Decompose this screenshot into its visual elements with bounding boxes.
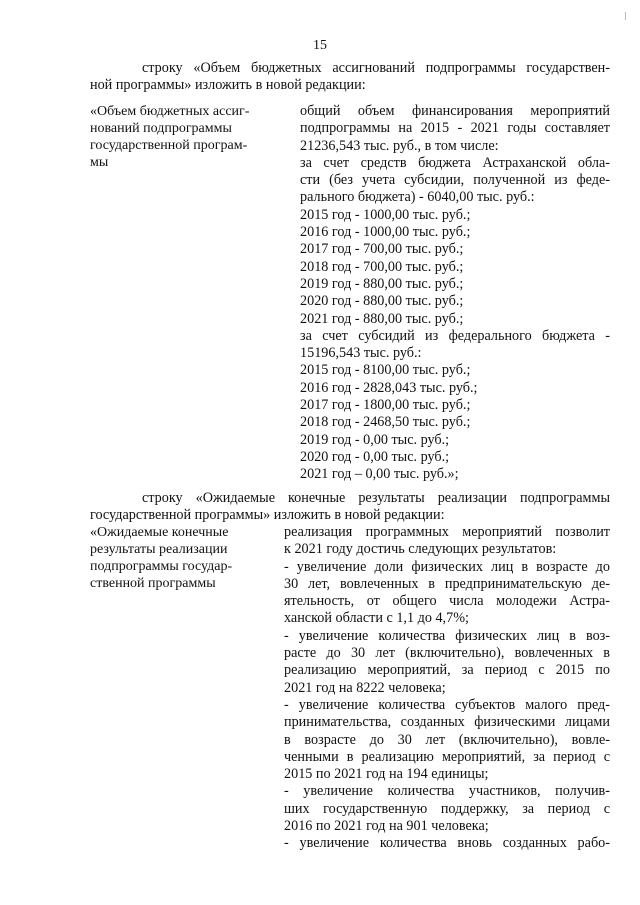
label-line: нований подпрограммы	[90, 121, 232, 136]
intro-line: строку «Ожидаемые конечные результаты реализации подпрограммы	[142, 490, 610, 506]
content-line: 2015 по 2021 год на 194 единицы;	[284, 766, 489, 783]
content-line: - увеличение количества вновь созданных рабо-	[284, 835, 610, 852]
label-line: «Ожидаемые конечные	[90, 525, 229, 540]
intro-line: государственной программы» изложить в новой редакции:	[90, 507, 445, 523]
content-line: - увеличение количества субъектов малого пред-	[284, 696, 610, 713]
content-line: рального бюджета) - 6040,00 тыс. руб.:	[300, 189, 535, 206]
content-line: в возрасте до 30 лет (включительно), вовле-	[284, 731, 610, 748]
content-line: 2015 год - 1000,00 тыс. руб.;	[300, 206, 471, 223]
content-line: сти (без учета субсидии, полученной из феде-	[300, 172, 610, 189]
content-line: 2018 год - 2468,50 тыс. руб.;	[300, 414, 471, 431]
content-line: 2016 по 2021 год на 901 человека;	[284, 818, 489, 835]
section2-right-content	[284, 524, 610, 853]
content-line: общий объем финансирования мероприятий	[300, 103, 610, 119]
section2-intro	[90, 490, 610, 524]
content-line: 2018 год - 700,00 тыс. руб.;	[300, 258, 464, 275]
content-line: ханской области с 1,1 до 4,7%;	[284, 610, 469, 627]
content-line: 2016 год - 1000,00 тыс. руб.;	[300, 224, 471, 241]
content-line: реализацию мероприятий, за период с 2015 по	[284, 662, 610, 679]
content-line: 2015 год - 8100,00 тыс. руб.;	[300, 362, 471, 379]
content-line: 2021 год на 8222 человека;	[284, 679, 446, 696]
section1-intro	[90, 60, 610, 94]
content-line: 2020 год - 0,00 тыс. руб.;	[300, 448, 450, 465]
content-line: ченными в реализацию мероприятий, за период с	[284, 748, 610, 765]
content-line: 2019 год - 0,00 тыс. руб.;	[300, 431, 450, 448]
content-line: 2021 год – 0,00 тыс. руб.»;	[300, 466, 459, 483]
label-line: ственной программы	[90, 576, 216, 591]
label-line: государственной програм-	[90, 138, 248, 153]
content-line: 21236,543 тыс. руб., в том числе:	[300, 137, 499, 154]
content-line: 2019 год - 880,00 тыс. руб.;	[300, 275, 464, 292]
content-line: ятельность, от общего числа молодежи Астра-	[284, 593, 610, 610]
label-line: подпрограммы государ-	[90, 559, 233, 574]
content-line: к 2021 году достичь следующих результатов:	[284, 541, 557, 558]
label-line: «Объем бюджетных ассиг-	[90, 104, 250, 119]
section1-right-content	[300, 103, 610, 484]
content-line: - увеличение количества физических лиц в воз-	[284, 627, 610, 644]
content-line: за счет субсидий из федерального бюджета -	[300, 327, 610, 344]
content-line: подпрограммы на 2015 - 2021 годы составляет	[300, 120, 610, 137]
content-line: 2021 год - 880,00 тыс. руб.;	[300, 310, 464, 327]
content-line: реализация программных мероприятий позволит	[284, 524, 610, 540]
content-line: 2017 год - 700,00 тыс. руб.;	[300, 241, 464, 258]
content-line: 30 лет, вовлеченных в предпринимательскую де-	[284, 575, 610, 592]
content-line: 15196,543 тыс. руб.:	[300, 345, 422, 362]
content-line: 2017 год - 1800,00 тыс. руб.;	[300, 397, 471, 414]
content-line: 2020 год - 880,00 тыс. руб.;	[300, 293, 464, 310]
intro-line: строку «Объем бюджетных ассигнований подпрограммы государствен-	[142, 60, 610, 76]
content-line: ших государственную поддержку, за период с	[284, 800, 610, 817]
content-line: принимательства, созданных физическими лицами	[284, 714, 610, 731]
content-line: 2016 год - 2828,043 тыс. руб.;	[300, 379, 478, 396]
content-line: за счет средств бюджета Астраханской обла-	[300, 154, 610, 171]
label-line: мы	[90, 155, 109, 170]
corner-mark	[625, 12, 626, 20]
intro-line: ной программы» изложить в новой редакции:	[90, 77, 366, 93]
content-line: - увеличение доли физических лиц в возрасте до	[284, 558, 610, 575]
label-line: результаты реализации	[90, 542, 228, 557]
section2-left-label	[90, 524, 280, 592]
content-line: расте до 30 лет (включительно), вовлеченных в	[284, 645, 610, 662]
page-number: 15	[313, 38, 327, 53]
section1-left-label	[90, 103, 280, 171]
content-line: - увеличение количества участников, получив-	[284, 783, 610, 800]
